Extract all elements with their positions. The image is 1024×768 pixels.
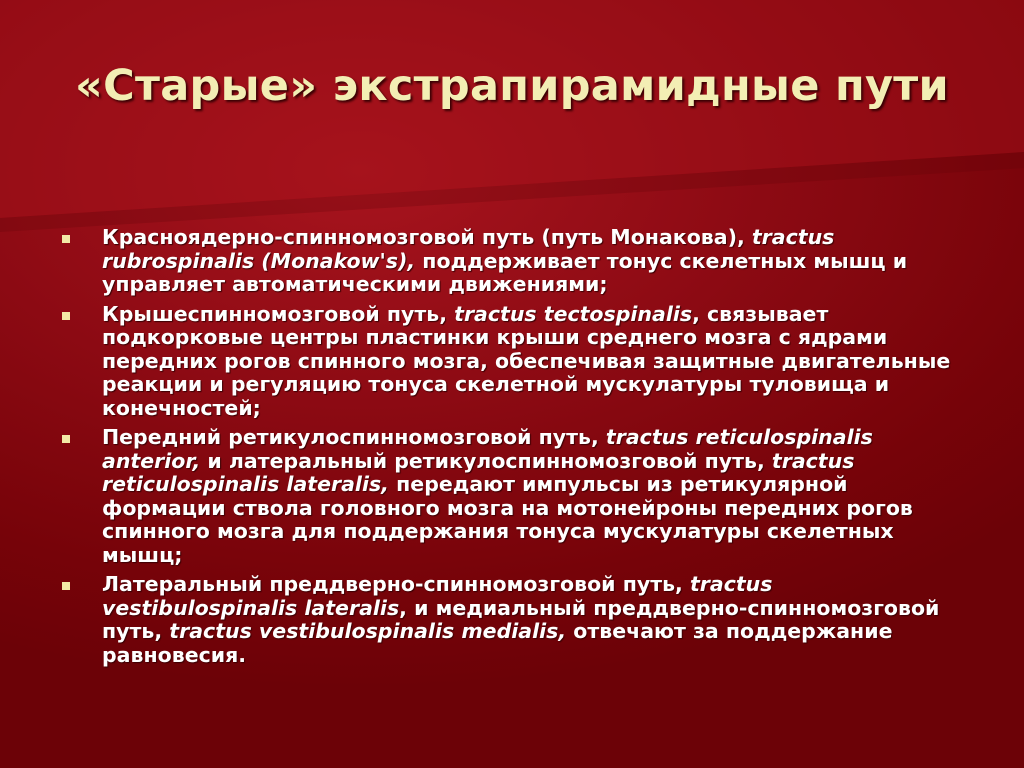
latin-term: tractus rubrospinalis (Monakow's), xyxy=(102,225,835,273)
square-bullet-icon xyxy=(62,312,70,320)
bullet-item xyxy=(62,573,972,667)
item-text: Красноядерно-спинномозговой путь (путь Монакова), xyxy=(102,225,752,249)
bullet-item xyxy=(62,426,972,567)
square-bullet-icon xyxy=(62,435,70,443)
item-text: Латеральный преддверно-спинномозговой путь, xyxy=(102,572,690,596)
item-text: отвечают за поддержание равновесия. xyxy=(102,619,893,667)
latin-term: tractus reticulospinalis lateralis, xyxy=(102,448,855,496)
latin-term: tractus reticulospinalis anterior, xyxy=(102,425,873,473)
item-text: передают импульсы из ретикулярной формации ствола головного мозга на мотонейроны передних рогов спинного мозга для поддержания тонуса мускулатуры скелетных мышц; xyxy=(102,472,913,567)
latin-term: tractus vestibulospinalis medialis, xyxy=(169,619,567,643)
item-text: , и медиальный преддверно-спинномозговой путь, xyxy=(102,595,940,643)
item-text: Передний ретикулоспинномозговой путь, xyxy=(102,425,606,449)
item-text: поддерживает тонус скелетных мышц и управляет автоматическими движениями; xyxy=(102,248,908,296)
bullet-item xyxy=(62,303,972,421)
bullet-item xyxy=(62,226,972,297)
item-text: Крышеспинномозговой путь, xyxy=(102,301,455,326)
latin-term: tractus vestibulospinalis lateralis xyxy=(102,572,773,620)
latin-term: tractus tectospinalis xyxy=(454,301,693,326)
square-bullet-icon xyxy=(62,582,70,590)
item-text: и латеральный ретикулоспинномозговой путь, xyxy=(200,448,772,473)
square-bullet-icon xyxy=(62,235,70,243)
item-text: , связывает подкорковые центры пластинки крыши среднего мозга с ядрами передних рогов спинного мозга, обеспечивая защитные двигательные реакции и регуляцию тонуса скелетной мускулатуры туловища и конечностей; xyxy=(102,301,951,420)
slide-title: «Старые» экстрапирамидные пути xyxy=(75,60,949,111)
bullet-list xyxy=(62,226,972,673)
